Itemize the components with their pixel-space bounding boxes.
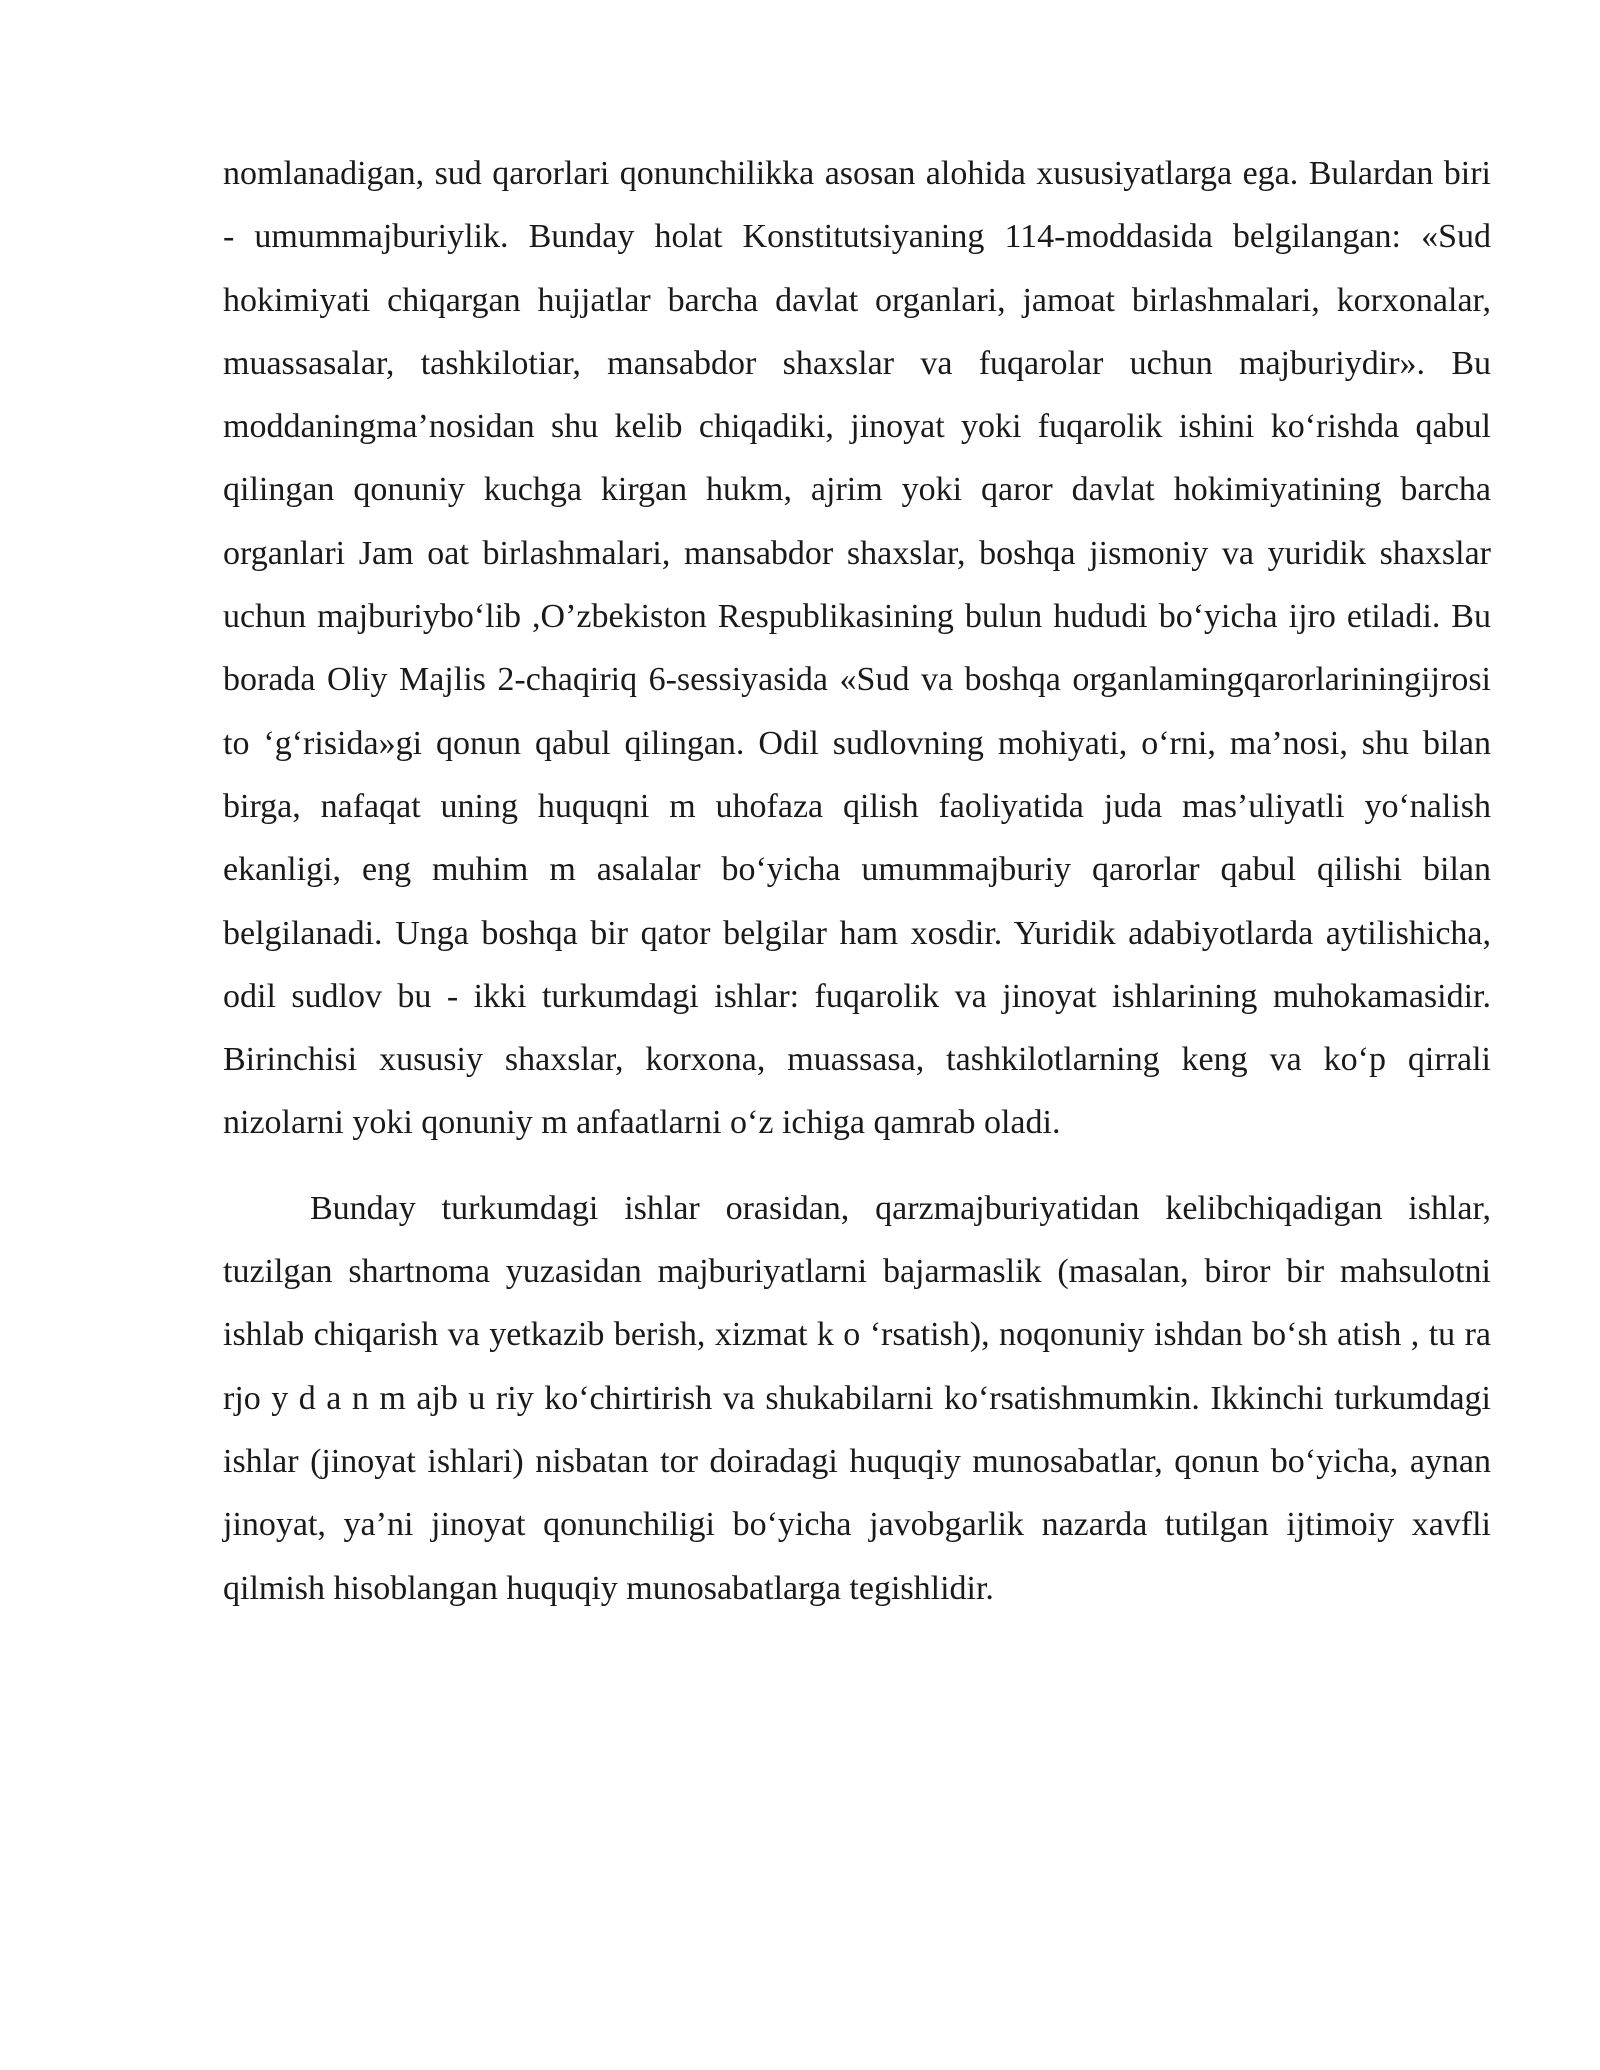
paragraph-2: Bunday turkumdagi ishlar orasidan, qarzmajburiyatidan kelibchiqadigan ishlar, tuzilgan shartnoma yuzasidan majburiyatlarni bajarmaslik (masalan, biror bir mahsulotni ishlab chiqarish va yetkazib berish, xizmat k o ‘rsatish), noqonuniy ishdan bo‘sh atish , tu ra rjo y d a n m ajb u riy ko‘chirtirish va shukabilarni ko‘rsatishmumkin. Ikkinchi turkumdagi ishlar (jinoyat ishlari) nisbatan tor doiradagi huquqiy munosabatlar, qonun bo‘yicha, aynan jinoyat, ya’ni jinoyat qonunchiligi bo‘yicha javobgarlik nazarda tutilgan ijtimoiy xavfli qilmish hisoblangan huquqiy munosabatlarga tegishlidir. xyxy=(223,1189,1491,1607)
paragraph-1: nomlanadigan, sud qarorlari qonunchilikka asosan alohida xususiyatlarga ega. Bulardan biri - umummajburiylik. Bunday holat Konstitutsiyaning 114-moddasida belgilangan: «Sud hokimiyati chiqargan hujjatlar barcha davlat organlari, jamoat birlashmalari, korxonalar, muassasalar, tashkilotiar, mansabdor shaxslar va fuqarolar uchun majburiydir». Bu moddaningma’nosidan shu kelib chiqadiki, jinoyat yoki fuqarolik ishini ko‘rishda qabul qilingan qonuniy kuchga kirgan hukm, ajrim yoki qaror davlat hokimiyatining barcha organlari Jam oat birlashmalari, mansabdor shaxslar, boshqa jismoniy va yuridik shaxslar uchun majburiybo‘lib ,O’zbekiston Respublikasining bulun hududi bo‘yicha ijro etiladi. Bu borada Oliy Majlis 2-chaqiriq 6-sessiyasida «Sud va boshqa organlamingqarorlariningijrosi to ‘g‘risida»gi qonun qabul qilingan. Odil sudlovning mohiyati, o‘rni, ma’nosi, shu bilan birga, nafaqat uning huquqni m uhofaza qilish faoliyatida juda mas’uliyatli yo‘nalish ekanligi, eng muhim m asalalar bo‘yicha umummajburiy qarorlar qabul qilishi bilan belgilanadi. Unga boshqa bir qator belgilar ham xosdir. Yuridik adabiyotlarda aytilishicha, odil sudlov bu - ikki turkumdagi ishlar: fuqarolik va jinoyat ishlarining muhokamasidir. Birinchisi xususiy shaxslar, korxona, muassasa, tashkilotlarning keng va ko‘p qirrali nizolarni yoki qonuniy m anfaatlarni o‘z ichiga qamrab oladi. xyxy=(223,155,1491,1142)
document-body xyxy=(223,142,1491,1620)
